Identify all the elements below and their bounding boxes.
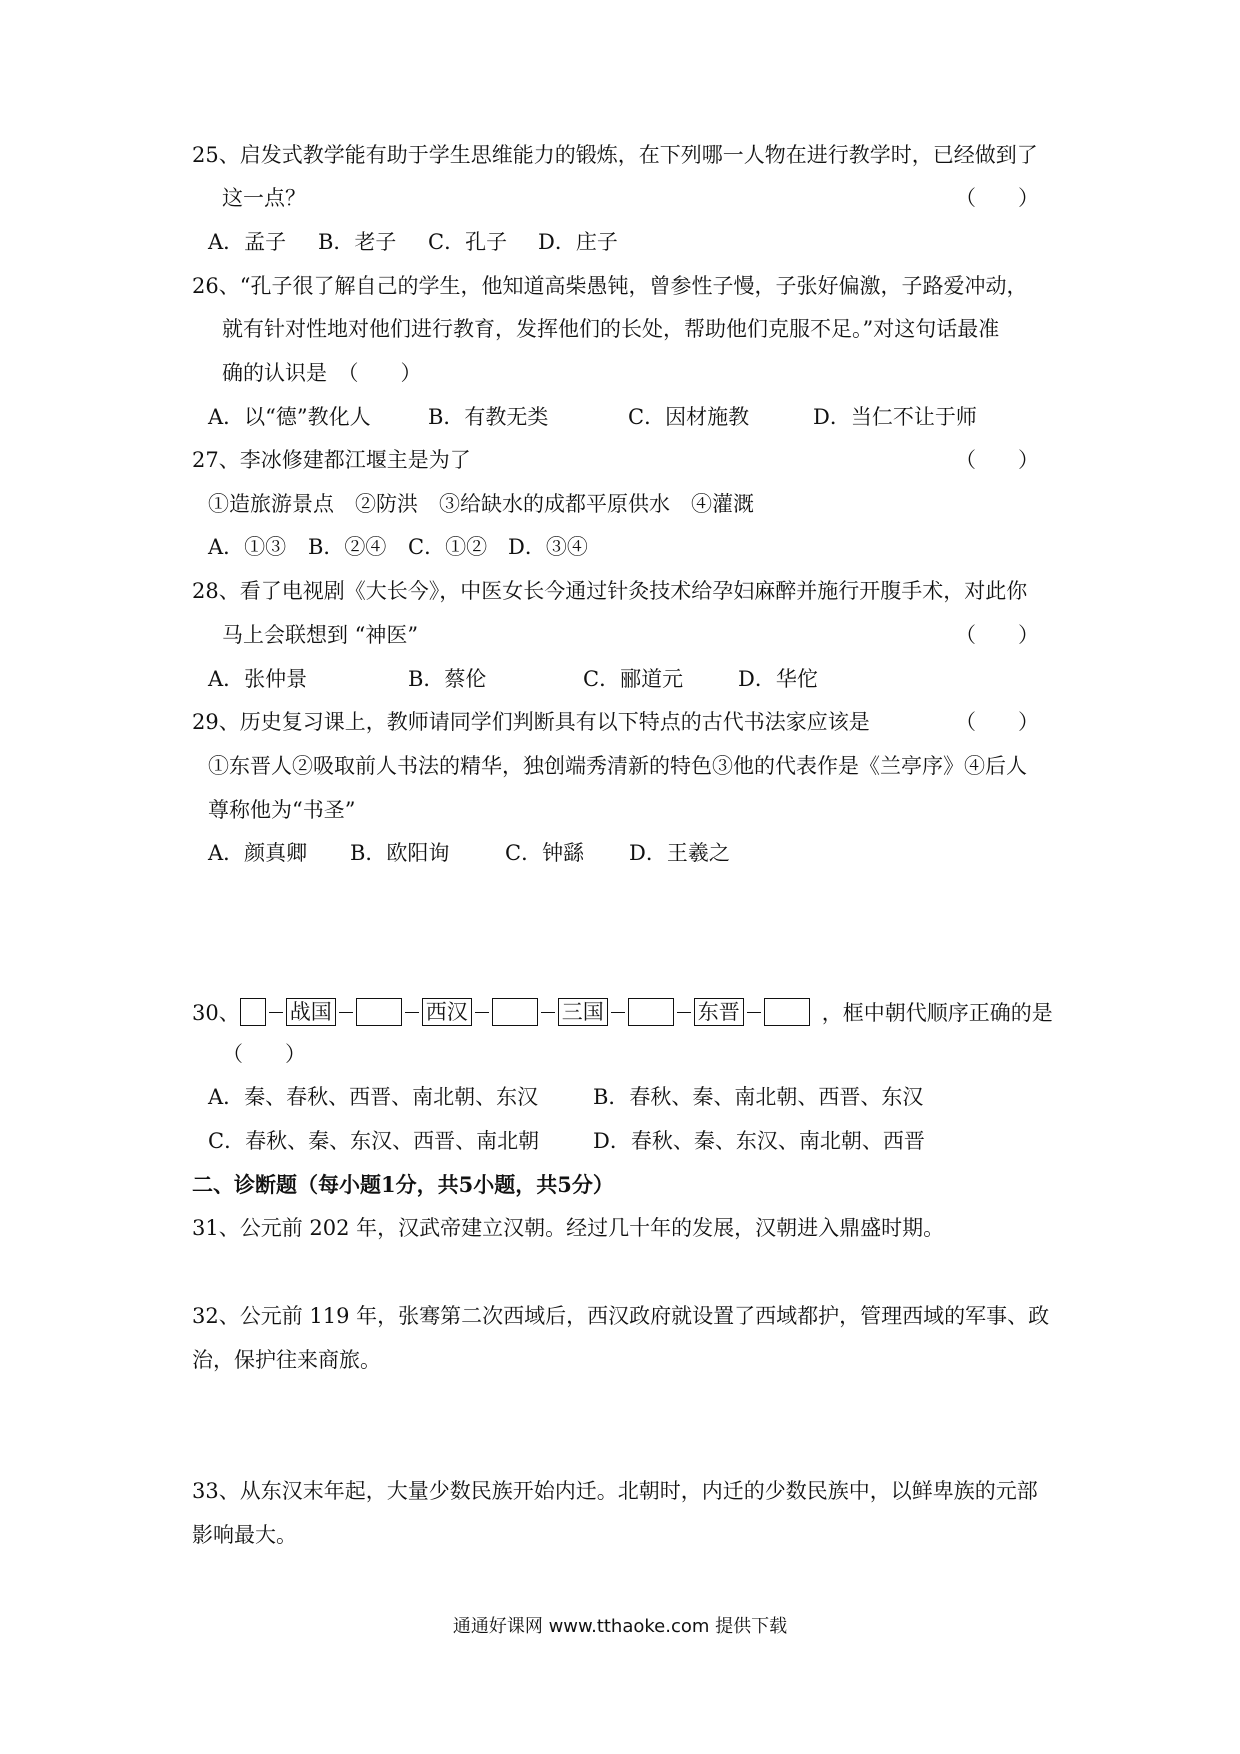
q30-options-row2 <box>208 1126 925 1156</box>
q29-stem-line2: ①东晋人②吸取前人书法的精华，独创端秀清新的特色③他的代表作是《兰亭序》④后人 <box>208 754 1027 778</box>
q29-option-d: D．王羲之 <box>629 841 730 865</box>
q25-stem-line1: 25、启发式教学能有助于学生思维能力的锻炼，在下列哪一人物在进行教学时，已经做到了 <box>192 143 1038 167</box>
q30-box-1 <box>240 998 266 1026</box>
q30-box-2: 战国 <box>286 998 336 1026</box>
q28-answer-parens: （ ） <box>955 623 1039 647</box>
q29-option-c: C．钟繇 <box>505 841 585 865</box>
q25-stem-line2: 这一点？ <box>222 186 306 210</box>
q28-stem-line2: 马上会联想到 “神医” <box>222 623 419 647</box>
q28-option-b: B．蔡伦 <box>408 667 487 691</box>
q30-box-9 <box>764 998 810 1026</box>
q25-option-d: D．庄子 <box>538 230 618 254</box>
q30-option-c: C．春秋、秦、东汉、西晋、南北朝 <box>208 1129 540 1153</box>
q30-connector <box>677 1012 691 1013</box>
q30-options-row1 <box>208 1082 923 1112</box>
q25-option-a: A．孟子 <box>208 230 287 254</box>
q30-connector <box>475 1012 489 1013</box>
q30-box-4: 西汉 <box>422 998 472 1026</box>
q29-options <box>208 838 730 868</box>
q30-option-d: D．春秋、秦、东汉、南北朝、西晋 <box>593 1129 925 1153</box>
q30-connector <box>541 1012 555 1013</box>
q30-number: 30、 <box>192 1001 240 1025</box>
q27-stem: 27、李冰修建都江堰主是为了 <box>192 448 471 472</box>
q26-option-b: B．有教无类 <box>428 405 549 429</box>
page-footer: 通通好课网 www.tthaoke.com 提供下载 <box>452 1616 788 1637</box>
q31-statement: 31、公元前 202 年，汉武帝建立汉朝。经过几十年的发展，汉朝进入鼎盛时期。 <box>192 1216 945 1240</box>
q30-option-a: A．秦、春秋、西晋、南北朝、东汉 <box>208 1085 539 1109</box>
q25-answer-parens: （ ） <box>955 186 1039 210</box>
q26-option-a: A．以“德”教化人 <box>208 405 371 429</box>
q30-connector <box>405 1012 419 1013</box>
q32-statement-line2: 治，保护往来商旅。 <box>192 1348 381 1372</box>
q30-box-6: 三国 <box>558 998 608 1026</box>
q27-items: ①造旅游景点 ②防洪 ③给缺水的成都平原供水 ④灌溉 <box>208 492 754 516</box>
q25-options <box>208 227 618 257</box>
q33-statement-line1: 33、从东汉末年起，大量少数民族开始内迁。北朝时，内迁的少数民族中，以鲜卑族的元部 <box>192 1479 1038 1503</box>
q33-statement-line2: 影响最大。 <box>192 1523 297 1547</box>
q30-connector <box>611 1012 625 1013</box>
q26-option-d: D．当仁不让于师 <box>813 405 977 429</box>
q26-option-c: C．因材施教 <box>628 405 750 429</box>
q29-option-a: A．颜真卿 <box>208 841 308 865</box>
q28-options <box>208 664 818 694</box>
q25-option-b: B．老子 <box>318 230 397 254</box>
q28-stem-line1: 28、看了电视剧《大长今》，中医女长今通过针灸技术给孕妇麻醉并施行开腹手术，对此你 <box>192 579 1028 603</box>
q29-option-b: B．欧阳询 <box>350 841 450 865</box>
q27-option-b: B．②④ <box>308 535 387 559</box>
q28-option-a: A．张仲景 <box>208 667 308 691</box>
q28-option-c: C．郦道元 <box>583 667 684 691</box>
q26-stem-line1: 26、“孔子很了解自己的学生，他知道高柴愚钝，曾参性子慢，子张好偏激，子路爱冲动， <box>192 274 1028 298</box>
q29-stem-line3: 尊称他为“书圣” <box>208 798 356 822</box>
q30-box-5 <box>492 998 538 1026</box>
q27-option-a: A．①③ <box>208 535 287 559</box>
q27-answer-parens: （ ） <box>955 448 1039 472</box>
q27-options <box>208 532 588 562</box>
q29-answer-parens: （ ） <box>955 710 1039 734</box>
q27-option-c: C．①② <box>408 535 488 559</box>
q27-option-d: D．③④ <box>508 535 588 559</box>
q26-options <box>208 402 977 432</box>
q30-connector <box>747 1012 761 1013</box>
q25-option-c: C．孔子 <box>428 230 508 254</box>
q29-stem-line1: 29、历史复习课上，教师请同学们判断具有以下特点的古代书法家应该是 <box>192 710 870 734</box>
q30-connector <box>339 1012 353 1013</box>
q32-statement-line1: 32、公元前 119 年，张骞第二次西域后，西汉政府就设置了西域都护，管理西域的军事、政 <box>192 1304 1050 1328</box>
q26-stem-line3: 确的认识是 （ ） <box>222 361 422 385</box>
q30-dynasty-sequence <box>192 995 1053 1029</box>
q28-option-d: D．华佗 <box>738 667 818 691</box>
q30-stem-suffix: ，框中朝代顺序正确的是 <box>821 1001 1053 1025</box>
q30-answer-parens: （ ） <box>222 1042 306 1066</box>
q30-box-7 <box>628 998 674 1026</box>
section-heading: 二、诊断题（每小题1分，共5小题，共5分） <box>192 1172 614 1197</box>
q30-option-b: B．春秋、秦、南北朝、西晋、东汉 <box>593 1085 924 1109</box>
q30-connector <box>269 1012 283 1013</box>
q30-box-3 <box>356 998 402 1026</box>
q26-stem-line2: 就有针对性地对他们进行教育，发挥他们的长处，帮助他们克服不足。”对这句话最准 <box>222 317 1000 341</box>
q30-box-8: 东晋 <box>694 998 744 1026</box>
